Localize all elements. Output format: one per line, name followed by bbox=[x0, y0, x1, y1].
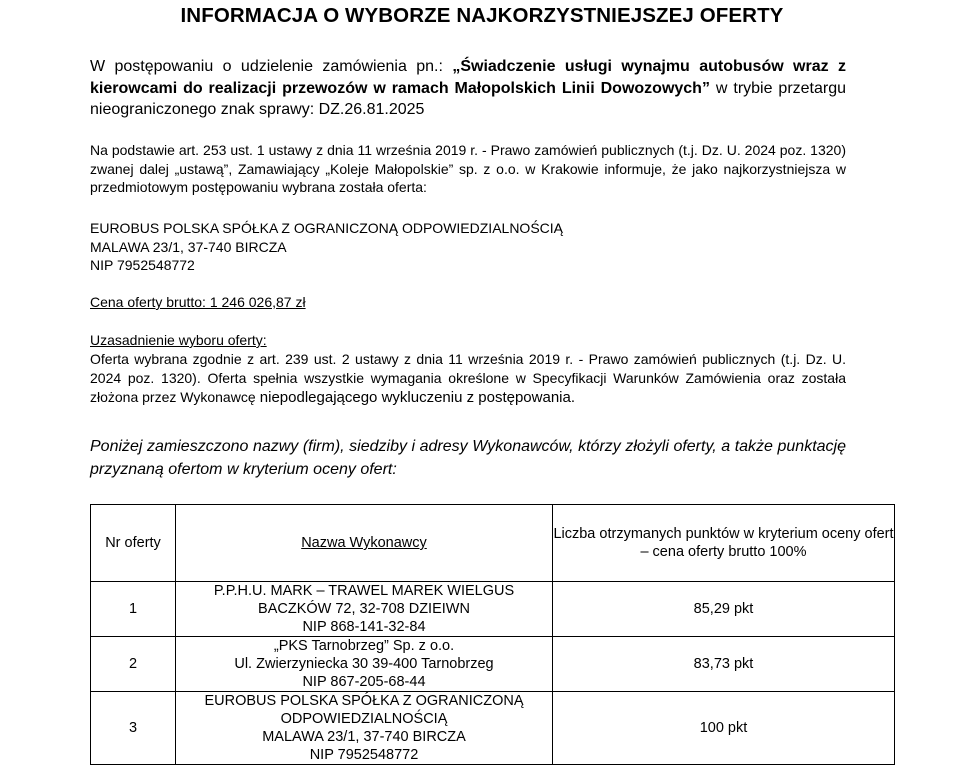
offer-number: 3 bbox=[91, 692, 176, 765]
contractor-line: P.P.H.U. MARK – TRAWEL MAREK WIELGUS bbox=[213, 583, 515, 599]
contractor-line: „PKS Tarnobrzeg” Sp. z o.o. bbox=[273, 638, 455, 654]
contractor-line: NIP 7952548772 bbox=[309, 747, 419, 763]
contractor-line: MALAWA 23/1, 37-740 BIRCZA bbox=[262, 729, 466, 745]
justification-block bbox=[90, 331, 846, 407]
offer-number: 2 bbox=[91, 637, 176, 692]
contractor-cell bbox=[176, 582, 553, 637]
contractor-line: ODPOWIEDZIALNOŚCIĄ bbox=[280, 711, 448, 727]
winner-block bbox=[90, 219, 846, 275]
winner-nip: NIP 7952548772 bbox=[90, 257, 195, 273]
justification-body bbox=[90, 350, 846, 407]
table-header-row bbox=[91, 505, 895, 582]
intro-suffix: w trybie przetargu nieograniczonego znak sprawy: DZ.26.81.2025 bbox=[90, 79, 847, 118]
header-score: Liczba otrzymanych punktów w kryterium oceny ofert – cena oferty brutto 100% bbox=[553, 505, 895, 582]
offer-price: Cena oferty brutto: 1 246 026,87 zł bbox=[90, 294, 306, 310]
header-offer-number: Nr oferty bbox=[91, 505, 176, 582]
intro-prefix: W postępowaniu o udzielenie zamówienia pn.: bbox=[90, 58, 453, 75]
header-contractor-name bbox=[176, 505, 553, 582]
contractor-line: EUROBUS POLSKA SPÓŁKA Z OGRANICZONĄ bbox=[204, 693, 524, 709]
contractor-cell bbox=[176, 692, 553, 765]
legal-basis-paragraph: Na podstawie art. 253 ust. 1 ustawy z dnia 11 września 2019 r. - Prawo zamówień publicznych (t.j. Dz. U. 2024 poz. 1320) zwanej dalej „ustawą”, Zamawiający „Koleje Małopolskie” sp. z o.o. w Krakowie informuje, że jako najkorzystniejsza w przedmiotowym postępowaniu wybrana została oferta: bbox=[90, 142, 846, 195]
justification-tail: niepodlegającego wykluczeniu z postępowania. bbox=[255, 389, 576, 406]
table-row bbox=[91, 637, 895, 692]
contractor-line: NIP 868-141-32-84 bbox=[302, 619, 426, 635]
offers-table bbox=[90, 504, 895, 765]
contractor-cell bbox=[176, 637, 553, 692]
intro-paragraph bbox=[90, 56, 846, 121]
document-title: INFORMACJA O WYBORZE NAJKORZYSTNIEJSZEJ OFERTY bbox=[180, 4, 784, 27]
contractor-line: BACZKÓW 72, 32-708 DZIEIWN bbox=[258, 601, 470, 617]
procurement-subject: „Świadczenie usługi wynajmu autobusów wraz z kierowcami do realizacji przewozów w ramach Małopolskich Linii Dowozowych” bbox=[90, 58, 847, 97]
header-contractor-name-text: Nazwa Wykonawcy bbox=[301, 535, 427, 551]
contractor-line: Ul. Zwierzyniecka 30 39-400 Tarnobrzeg bbox=[234, 656, 494, 672]
offer-number: 1 bbox=[91, 582, 176, 637]
table-intro: Poniżej zamieszczono nazwy (firm), siedziby i adresy Wykonawców, którzy złożyli oferty, a także punktację przyznaną ofertom w kryterium oceny ofert: bbox=[90, 438, 846, 478]
winner-name: EUROBUS POLSKA SPÓŁKA Z OGRANICZONĄ ODPOWIEDZIALNOŚCIĄ bbox=[90, 220, 563, 236]
justification-heading: Uzasadnienie wyboru oferty: bbox=[90, 332, 267, 348]
table-row bbox=[91, 582, 895, 637]
justification-text: Oferta wybrana zgodnie z art. 239 ust. 2 ustawy z dnia 11 września 2019 r. - Prawo zamówień publicznych (t.j. Dz. U. 2024 poz. 1320). Oferta spełnia wszystkie wymagania określone w Specyfikacji Warunków Zamówienia oraz została złożona przez Wykonawcę bbox=[90, 351, 846, 405]
contractor-line: NIP 867-205-68-44 bbox=[302, 674, 426, 690]
offer-score: 100 pkt bbox=[553, 692, 895, 765]
winner-address: MALAWA 23/1, 37-740 BIRCZA bbox=[90, 238, 287, 255]
table-row bbox=[91, 692, 895, 765]
offer-score: 83,73 pkt bbox=[553, 637, 895, 692]
offer-score: 85,29 pkt bbox=[553, 582, 895, 637]
